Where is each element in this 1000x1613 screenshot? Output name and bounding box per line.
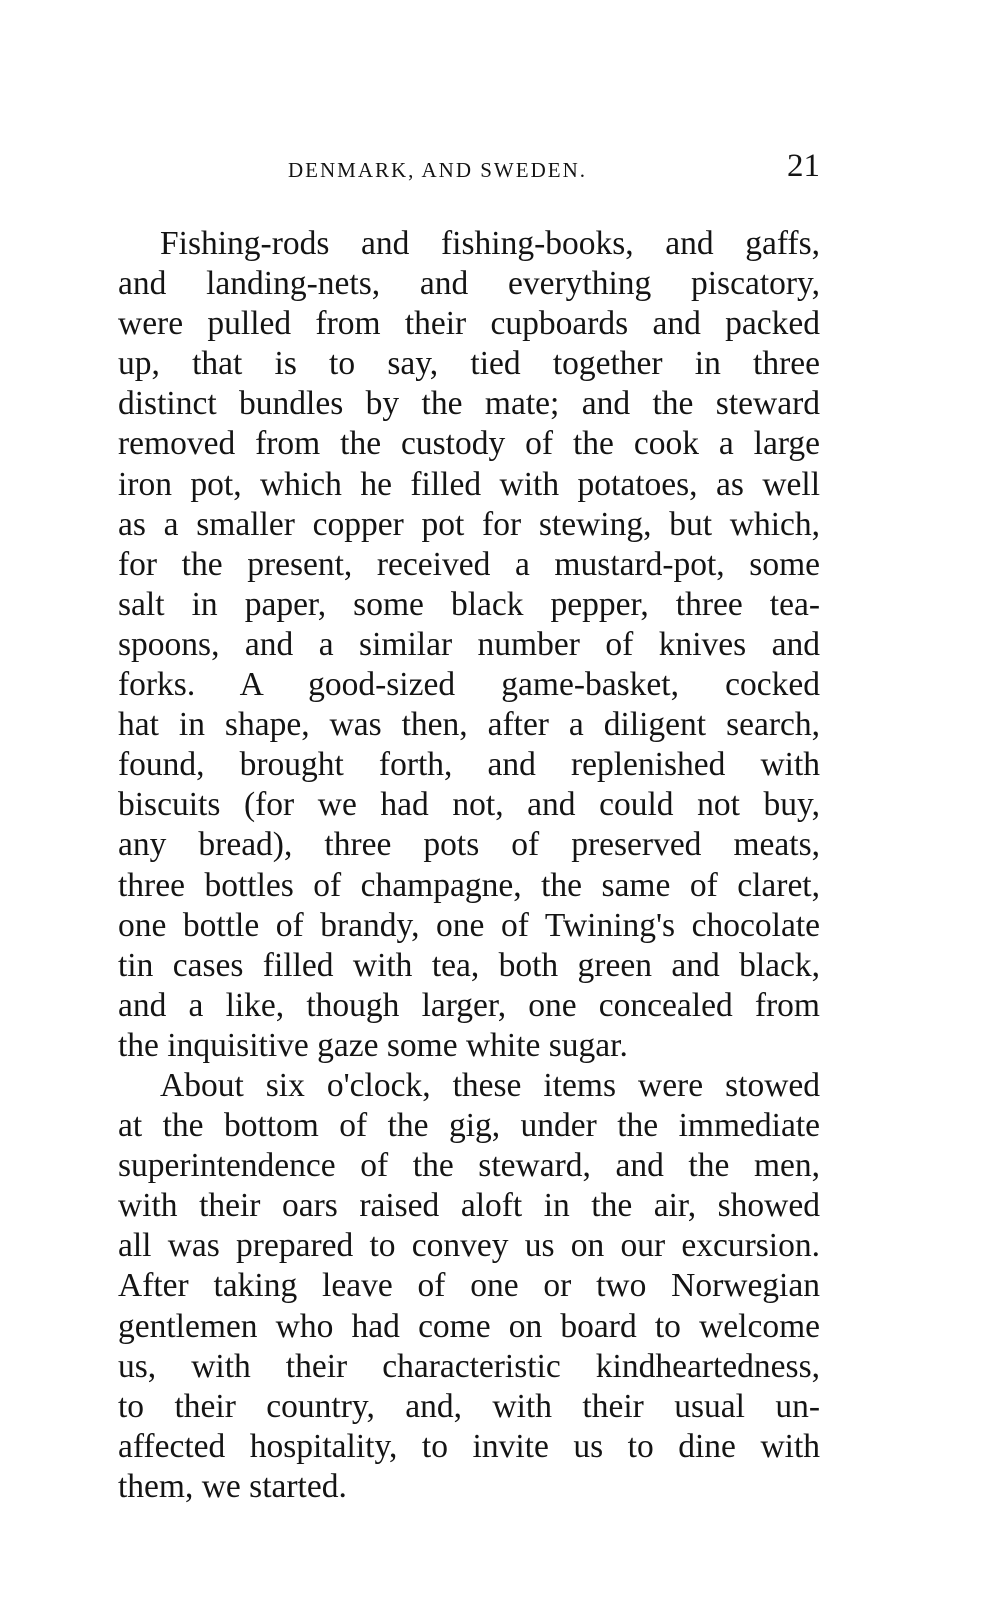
text-line: hat in shape, was then, after a diligent search,: [118, 706, 820, 744]
body-text: [118, 224, 820, 1507]
text-line: one bottle of brandy, one of Twining's chocolate: [118, 906, 820, 944]
text-line: three bottles of champagne, the same of claret,: [118, 866, 820, 904]
text-line: found, brought forth, and replenished with: [118, 746, 820, 784]
text-line: salt in paper, some black pepper, three tea-: [118, 585, 820, 623]
text-line: distinct bundles by the mate; and the steward: [118, 385, 820, 423]
text-line: up, that is to say, tied together in three: [118, 345, 820, 383]
text-line: us, with their characteristic kindheartedness,: [118, 1347, 820, 1385]
text-line: biscuits (for we had not, and could not buy,: [118, 786, 820, 824]
text-line: About six o'clock, these items were stowed: [160, 1066, 820, 1104]
text-line: affected hospitality, to invite us to dine with: [118, 1427, 820, 1465]
text-line: iron pot, which he filled with potatoes, as well: [118, 465, 820, 503]
text-line: Fishing-rods and fishing-books, and gaffs,: [160, 225, 820, 262]
text-line: and landing-nets, and everything piscatory,: [118, 265, 820, 303]
text-line: and a like, though larger, one concealed from: [118, 986, 820, 1024]
text-line: removed from the custody of the cook a large: [118, 425, 820, 463]
text-line: any bread), three pots of preserved meats,: [118, 826, 820, 864]
text-line: them, we started.: [118, 1467, 347, 1505]
page-number: 21: [787, 148, 820, 184]
text-line: as a smaller copper pot for stewing, but which,: [118, 505, 820, 543]
text-line: After taking leave of one or two Norwegian: [118, 1267, 820, 1305]
text-line: were pulled from their cupboards and packed: [118, 305, 820, 343]
running-head: [120, 148, 820, 192]
text-line: for the present, received a mustard-pot, some: [118, 545, 820, 583]
text-line: with their oars raised aloft in the air, showed: [118, 1187, 820, 1225]
text-line: gentlemen who had come on board to welcome: [118, 1307, 820, 1345]
text-line: to their country, and, with their usual un-: [118, 1387, 820, 1425]
text-line: spoons, and a similar number of knives and: [118, 625, 820, 663]
text-line: superintendence of the steward, and the men,: [118, 1147, 820, 1185]
text-line: the inquisitive gaze some white sugar.: [118, 1026, 628, 1064]
text-line: all was prepared to convey us on our excursion.: [118, 1227, 820, 1265]
text-line: tin cases filled with tea, both green and black,: [118, 946, 820, 984]
running-title: DENMARK, AND SWEDEN.: [288, 158, 587, 182]
text-line: forks. A good-sized game-basket, cocked: [118, 666, 820, 704]
text-line: at the bottom of the gig, under the immediate: [118, 1107, 820, 1145]
